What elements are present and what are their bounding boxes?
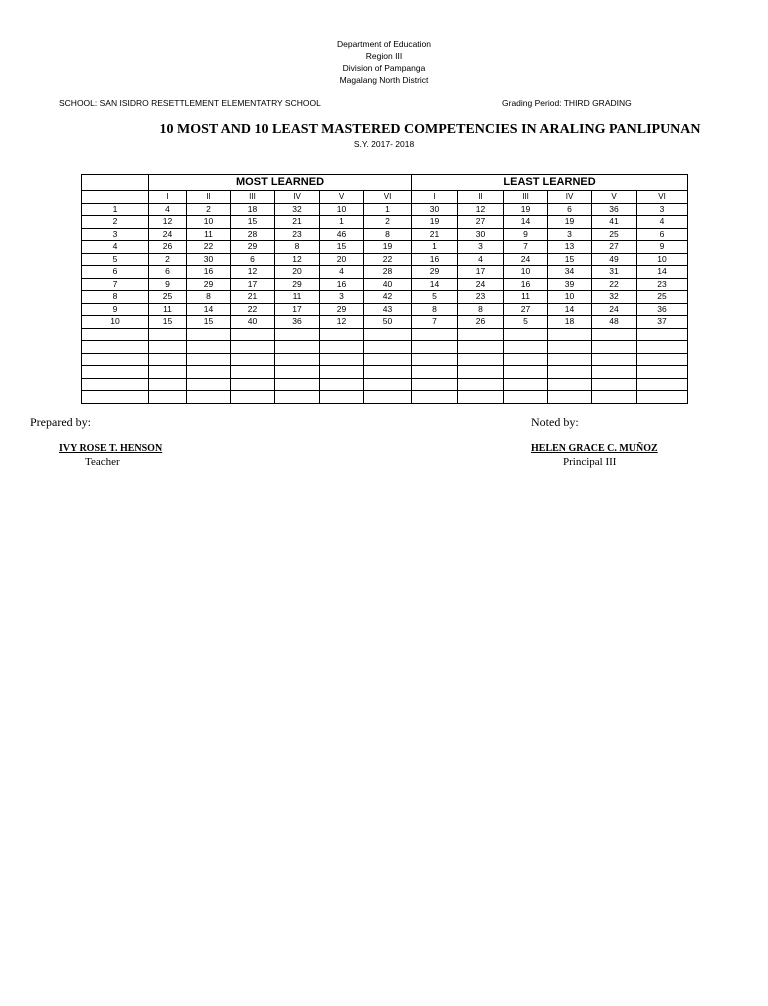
most-learned-cell: 50 — [364, 316, 412, 329]
empty-cell — [548, 328, 592, 341]
most-learned-cell: 28 — [231, 228, 275, 241]
least-learned-cell: 13 — [548, 241, 592, 254]
least-learned-cell: 3 — [637, 203, 688, 216]
empty-cell — [458, 391, 504, 404]
empty-cell — [637, 328, 688, 341]
empty-cell — [412, 391, 458, 404]
most-learned-cell: 16 — [320, 278, 364, 291]
most-learned-cell: 23 — [275, 228, 320, 241]
empty-cell — [504, 366, 548, 379]
rank-cell: 7 — [82, 278, 149, 291]
most-learned-cell: 14 — [187, 303, 231, 316]
empty-cell — [592, 341, 637, 354]
most-learned-cell: 8 — [187, 291, 231, 304]
most-learned-cell: 21 — [275, 216, 320, 229]
most-learned-cell: 29 — [320, 303, 364, 316]
empty-cell — [82, 378, 149, 391]
empty-cell — [458, 378, 504, 391]
most-learned-cell: 40 — [364, 278, 412, 291]
table-row — [82, 253, 688, 266]
empty-cell — [504, 328, 548, 341]
most-grade-header: V — [320, 191, 364, 204]
empty-cell — [231, 341, 275, 354]
noted-by-name: HELEN GRACE C. MUÑOZ — [531, 443, 658, 454]
empty-cell — [592, 353, 637, 366]
least-learned-cell: 9 — [637, 241, 688, 254]
empty-cell — [149, 366, 187, 379]
empty-cell — [82, 366, 149, 379]
least-learned-cell: 5 — [504, 316, 548, 329]
least-learned-cell: 19 — [412, 216, 458, 229]
empty-cell — [149, 391, 187, 404]
empty-row — [82, 353, 688, 366]
least-learned-cell: 9 — [504, 228, 548, 241]
least-learned-cell: 19 — [548, 216, 592, 229]
least-learned-cell: 7 — [412, 316, 458, 329]
header-region: Region III — [365, 51, 403, 61]
rank-cell: 10 — [82, 316, 149, 329]
most-learned-cell: 21 — [231, 291, 275, 304]
empty-cell — [412, 378, 458, 391]
most-learned-cell: 40 — [231, 316, 275, 329]
most-learned-cell: 28 — [364, 266, 412, 279]
most-learned-cell: 12 — [149, 216, 187, 229]
empty-cell — [187, 366, 231, 379]
table-row — [82, 216, 688, 229]
empty-cell — [637, 341, 688, 354]
least-learned-cell: 41 — [592, 216, 637, 229]
table-corner — [82, 175, 149, 191]
most-grade-header: I — [149, 191, 187, 204]
most-learned-cell: 16 — [187, 266, 231, 279]
most-learned-cell: 1 — [320, 216, 364, 229]
prepared-by-name: IVY ROSE T. HENSON — [59, 443, 163, 454]
empty-cell — [149, 341, 187, 354]
empty-cell — [82, 341, 149, 354]
least-learned-cell: 30 — [458, 228, 504, 241]
empty-cell — [320, 378, 364, 391]
empty-cell — [548, 378, 592, 391]
most-learned-cell: 20 — [320, 253, 364, 266]
rank-cell: 8 — [82, 291, 149, 304]
empty-cell — [275, 378, 320, 391]
least-learned-cell: 8 — [458, 303, 504, 316]
least-learned-cell: 27 — [458, 216, 504, 229]
least-learned-cell: 23 — [637, 278, 688, 291]
most-learned-cell: 4 — [149, 203, 187, 216]
empty-cell — [412, 366, 458, 379]
most-learned-cell: 15 — [320, 241, 364, 254]
most-learned-cell: 32 — [275, 203, 320, 216]
empty-cell — [187, 341, 231, 354]
empty-cell — [82, 328, 149, 341]
empty-cell — [504, 378, 548, 391]
most-learned-cell: 19 — [364, 241, 412, 254]
least-learned-cell: 14 — [637, 266, 688, 279]
least-learned-cell: 14 — [548, 303, 592, 316]
empty-cell — [187, 328, 231, 341]
most-learned-cell: 2 — [149, 253, 187, 266]
header-district: Magalang North District — [339, 75, 429, 85]
least-learned-cell: 19 — [504, 203, 548, 216]
most-learned-cell: 6 — [231, 253, 275, 266]
empty-cell — [82, 391, 149, 404]
most-learned-cell: 6 — [149, 266, 187, 279]
least-learned-cell: 25 — [592, 228, 637, 241]
most-learned-cell: 22 — [187, 241, 231, 254]
table-row — [82, 228, 688, 241]
least-learned-cell: 39 — [548, 278, 592, 291]
most-grade-header: III — [231, 191, 275, 204]
least-learned-cell: 30 — [412, 203, 458, 216]
most-learned-cell: 18 — [231, 203, 275, 216]
empty-cell — [637, 353, 688, 366]
least-learned-cell: 48 — [592, 316, 637, 329]
table-row — [82, 316, 688, 329]
empty-cell — [637, 366, 688, 379]
prepared-by-label: Prepared by: — [30, 415, 91, 429]
most-learned-cell: 29 — [187, 278, 231, 291]
empty-cell — [187, 391, 231, 404]
header-department: Department of Education — [336, 39, 432, 49]
most-learned-cell: 17 — [231, 278, 275, 291]
most-learned-cell: 10 — [187, 216, 231, 229]
least-learned-cell: 31 — [592, 266, 637, 279]
rank-cell: 4 — [82, 241, 149, 254]
empty-cell — [320, 328, 364, 341]
empty-cell — [187, 353, 231, 366]
empty-cell — [275, 391, 320, 404]
most-learned-cell: 11 — [187, 228, 231, 241]
most-learned-cell: 12 — [275, 253, 320, 266]
grading-period: Grading Period: THIRD GRADING — [502, 98, 632, 108]
empty-cell — [592, 328, 637, 341]
empty-cell — [412, 328, 458, 341]
least-learned-cell: 16 — [412, 253, 458, 266]
most-learned-cell: 20 — [275, 266, 320, 279]
empty-cell — [275, 341, 320, 354]
most-learned-cell: 11 — [149, 303, 187, 316]
empty-cell — [592, 378, 637, 391]
table-row — [82, 278, 688, 291]
most-learned-header: MOST LEARNED — [149, 175, 412, 191]
empty-cell — [231, 366, 275, 379]
least-learned-cell: 22 — [592, 278, 637, 291]
empty-cell — [504, 391, 548, 404]
table-row — [82, 241, 688, 254]
rank-cell: 1 — [82, 203, 149, 216]
empty-cell — [320, 366, 364, 379]
table-row — [82, 203, 688, 216]
prepared-by-role: Teacher — [85, 456, 120, 468]
most-learned-cell: 26 — [149, 241, 187, 254]
least-learned-cell: 14 — [504, 216, 548, 229]
empty-cell — [504, 353, 548, 366]
least-learned-cell: 17 — [458, 266, 504, 279]
least-learned-cell: 49 — [592, 253, 637, 266]
rank-cell: 9 — [82, 303, 149, 316]
most-learned-cell: 12 — [320, 316, 364, 329]
empty-cell — [149, 353, 187, 366]
most-learned-cell: 36 — [275, 316, 320, 329]
most-learned-cell: 17 — [275, 303, 320, 316]
least-learned-cell: 25 — [637, 291, 688, 304]
empty-cell — [458, 341, 504, 354]
empty-cell — [364, 391, 412, 404]
least-learned-cell: 36 — [637, 303, 688, 316]
noted-by-role: Principal III — [563, 456, 617, 468]
empty-cell — [364, 378, 412, 391]
empty-row — [82, 328, 688, 341]
most-learned-cell: 10 — [320, 203, 364, 216]
empty-cell — [275, 353, 320, 366]
most-learned-cell: 2 — [187, 203, 231, 216]
least-learned-cell: 10 — [637, 253, 688, 266]
empty-row — [82, 341, 688, 354]
rank-cell: 2 — [82, 216, 149, 229]
most-learned-cell: 8 — [275, 241, 320, 254]
most-learned-cell: 30 — [187, 253, 231, 266]
empty-cell — [320, 353, 364, 366]
empty-cell — [149, 378, 187, 391]
empty-cell — [592, 391, 637, 404]
least-learned-cell: 24 — [504, 253, 548, 266]
noted-by-label: Noted by: — [531, 415, 579, 429]
empty-cell — [320, 391, 364, 404]
empty-cell — [231, 391, 275, 404]
empty-cell — [231, 353, 275, 366]
most-learned-cell: 8 — [364, 228, 412, 241]
most-learned-cell: 15 — [149, 316, 187, 329]
least-learned-cell: 7 — [504, 241, 548, 254]
least-learned-cell: 29 — [412, 266, 458, 279]
least-grade-header: VI — [637, 191, 688, 204]
empty-cell — [504, 341, 548, 354]
least-learned-cell: 6 — [548, 203, 592, 216]
least-learned-cell: 11 — [504, 291, 548, 304]
empty-cell — [231, 328, 275, 341]
most-grade-header: VI — [364, 191, 412, 204]
grade-row-corner — [82, 191, 149, 204]
least-learned-cell: 10 — [548, 291, 592, 304]
empty-cell — [82, 353, 149, 366]
least-learned-cell: 36 — [592, 203, 637, 216]
empty-cell — [364, 328, 412, 341]
rank-cell: 6 — [82, 266, 149, 279]
most-learned-cell: 22 — [231, 303, 275, 316]
grade-header-row — [82, 191, 688, 204]
least-learned-cell: 18 — [548, 316, 592, 329]
most-learned-cell: 42 — [364, 291, 412, 304]
most-learned-cell: 3 — [320, 291, 364, 304]
most-learned-cell: 4 — [320, 266, 364, 279]
most-learned-cell: 25 — [149, 291, 187, 304]
least-learned-cell: 27 — [504, 303, 548, 316]
most-grade-header: II — [187, 191, 231, 204]
rank-cell: 5 — [82, 253, 149, 266]
empty-cell — [364, 353, 412, 366]
least-learned-cell: 3 — [548, 228, 592, 241]
table-row — [82, 266, 688, 279]
least-learned-cell: 4 — [458, 253, 504, 266]
most-learned-cell: 15 — [231, 216, 275, 229]
empty-row — [82, 366, 688, 379]
least-grade-header: I — [412, 191, 458, 204]
least-learned-cell: 12 — [458, 203, 504, 216]
most-learned-cell: 2 — [364, 216, 412, 229]
empty-cell — [458, 328, 504, 341]
most-learned-cell: 24 — [149, 228, 187, 241]
table-row — [82, 303, 688, 316]
least-learned-cell: 26 — [458, 316, 504, 329]
empty-cell — [231, 378, 275, 391]
school-year: S.Y. 2017- 2018 — [353, 139, 415, 149]
rank-cell: 3 — [82, 228, 149, 241]
least-learned-cell: 34 — [548, 266, 592, 279]
competencies-table — [81, 174, 688, 404]
empty-cell — [548, 353, 592, 366]
least-learned-cell: 32 — [592, 291, 637, 304]
school-name: SCHOOL: SAN ISIDRO RESETTLEMENT ELEMENTATRY SCHOOL — [59, 98, 321, 108]
empty-cell — [320, 341, 364, 354]
least-learned-cell: 8 — [412, 303, 458, 316]
least-learned-cell: 14 — [412, 278, 458, 291]
empty-cell — [364, 341, 412, 354]
least-learned-cell: 16 — [504, 278, 548, 291]
most-learned-cell: 43 — [364, 303, 412, 316]
most-grade-header: IV — [275, 191, 320, 204]
least-learned-cell: 10 — [504, 266, 548, 279]
empty-cell — [548, 391, 592, 404]
least-learned-cell: 23 — [458, 291, 504, 304]
empty-cell — [187, 378, 231, 391]
table-row — [82, 291, 688, 304]
most-learned-cell: 29 — [275, 278, 320, 291]
header-division: Division of Pampanga — [342, 63, 426, 73]
empty-cell — [592, 366, 637, 379]
least-grade-header: IV — [548, 191, 592, 204]
least-learned-cell: 27 — [592, 241, 637, 254]
empty-cell — [548, 366, 592, 379]
least-grade-header: III — [504, 191, 548, 204]
least-learned-cell: 24 — [458, 278, 504, 291]
least-grade-header: V — [592, 191, 637, 204]
most-learned-cell: 46 — [320, 228, 364, 241]
least-learned-cell: 4 — [637, 216, 688, 229]
most-learned-cell: 11 — [275, 291, 320, 304]
most-learned-cell: 29 — [231, 241, 275, 254]
empty-cell — [637, 391, 688, 404]
least-learned-cell: 37 — [637, 316, 688, 329]
empty-cell — [458, 353, 504, 366]
empty-cell — [412, 341, 458, 354]
empty-row — [82, 391, 688, 404]
most-learned-cell: 15 — [187, 316, 231, 329]
least-grade-header: II — [458, 191, 504, 204]
empty-cell — [412, 353, 458, 366]
least-learned-cell: 21 — [412, 228, 458, 241]
most-learned-cell: 9 — [149, 278, 187, 291]
empty-cell — [275, 328, 320, 341]
least-learned-cell: 3 — [458, 241, 504, 254]
empty-cell — [149, 328, 187, 341]
empty-cell — [275, 366, 320, 379]
least-learned-cell: 6 — [637, 228, 688, 241]
empty-row — [82, 378, 688, 391]
most-learned-cell: 22 — [364, 253, 412, 266]
least-learned-header: LEAST LEARNED — [412, 175, 688, 191]
most-learned-cell: 12 — [231, 266, 275, 279]
least-learned-cell: 1 — [412, 241, 458, 254]
least-learned-cell: 24 — [592, 303, 637, 316]
table-body — [82, 203, 688, 403]
least-learned-cell: 15 — [548, 253, 592, 266]
empty-cell — [364, 366, 412, 379]
empty-cell — [458, 366, 504, 379]
empty-cell — [548, 341, 592, 354]
page-title: 10 MOST AND 10 LEAST MASTERED COMPETENCIES IN ARALING PANLIPUNAN — [159, 122, 701, 137]
empty-cell — [637, 378, 688, 391]
least-learned-cell: 5 — [412, 291, 458, 304]
most-learned-cell: 1 — [364, 203, 412, 216]
